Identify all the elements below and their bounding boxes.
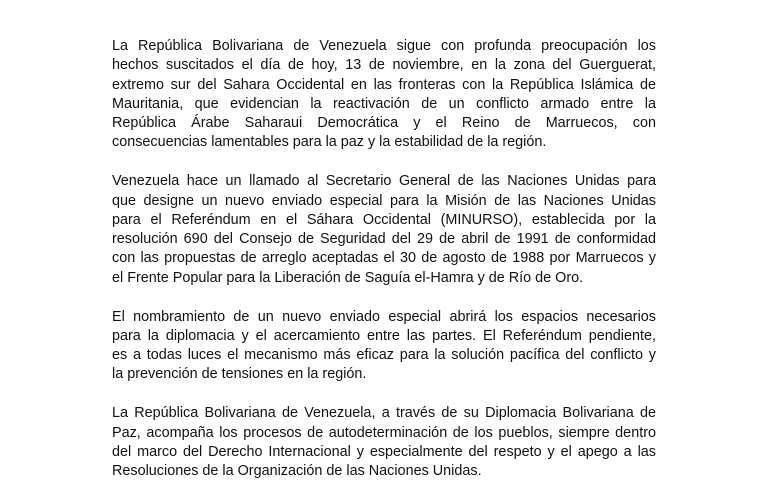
- text-line: para el Referéndum en el Sáhara Occidental (MINURSO), establecida por la: [112, 211, 656, 228]
- text-line: el Frente Popular para la Liberación de Saguía el-Hamra y de Río de Oro.: [112, 269, 584, 286]
- text-line: La República Bolivariana de Venezuela sigue con profunda preocupación los: [112, 38, 656, 54]
- text-line: la prevención de tensiones en la región.: [112, 366, 367, 383]
- paragraph-envoy: [112, 308, 656, 385]
- text-line: es a todas luces el mecanismo más eficaz para la solución pacífica del conflicto y: [112, 347, 656, 364]
- paragraph-self-determination: [112, 404, 656, 481]
- paragraph-un-call: [112, 172, 656, 288]
- text-line: hechos suscitados el día de hoy, 13 de noviembre, en la zona del Guerguerat,: [112, 57, 656, 74]
- text-line: La República Bolivariana de Venezuela, a través de su Diplomacia Bolivariana de: [112, 405, 656, 422]
- text-line: República Árabe Saharaui Democrática y el Reino de Marruecos, con: [112, 115, 656, 132]
- text-line: Resoluciones de la Organización de las Naciones Unidas.: [112, 463, 482, 480]
- text-line: resolución 690 del Consejo de Seguridad del 29 de abril de 1991 de conformidad: [112, 231, 656, 248]
- text-line: del marco del Derecho Internacional y especialmente del respeto y el apego a las: [112, 443, 656, 460]
- text-line: Mauritania, que evidencian la reactivación de un conflicto armado entre la: [112, 95, 656, 112]
- text-line: Paz, acompaña los procesos de autodeterminación de los pueblos, siempre dentro: [112, 424, 656, 441]
- text-line: con las propuestas de arreglo aceptadas el 30 de agosto de 1988 por Marruecos y: [112, 250, 656, 267]
- paragraph-concern: [112, 37, 656, 153]
- text-line: que designe un nuevo enviado especial para la Misión de las Naciones Unidas: [112, 192, 656, 209]
- statement-body: [112, 37, 656, 481]
- text-line: extremo sur del Sahara Occidental en las fronteras con la República Islámica de: [112, 76, 656, 93]
- text-line: consecuencias lamentables para la paz y la estabilidad de la región.: [112, 134, 547, 151]
- text-line: El nombramiento de un nuevo enviado especial abrirá los espacios necesarios: [112, 308, 656, 325]
- text-line: Venezuela hace un llamado al Secretario General de las Naciones Unidas para: [112, 173, 656, 190]
- text-line: para la diplomacia y el acercamiento entre las partes. El Referéndum pendiente,: [112, 327, 656, 344]
